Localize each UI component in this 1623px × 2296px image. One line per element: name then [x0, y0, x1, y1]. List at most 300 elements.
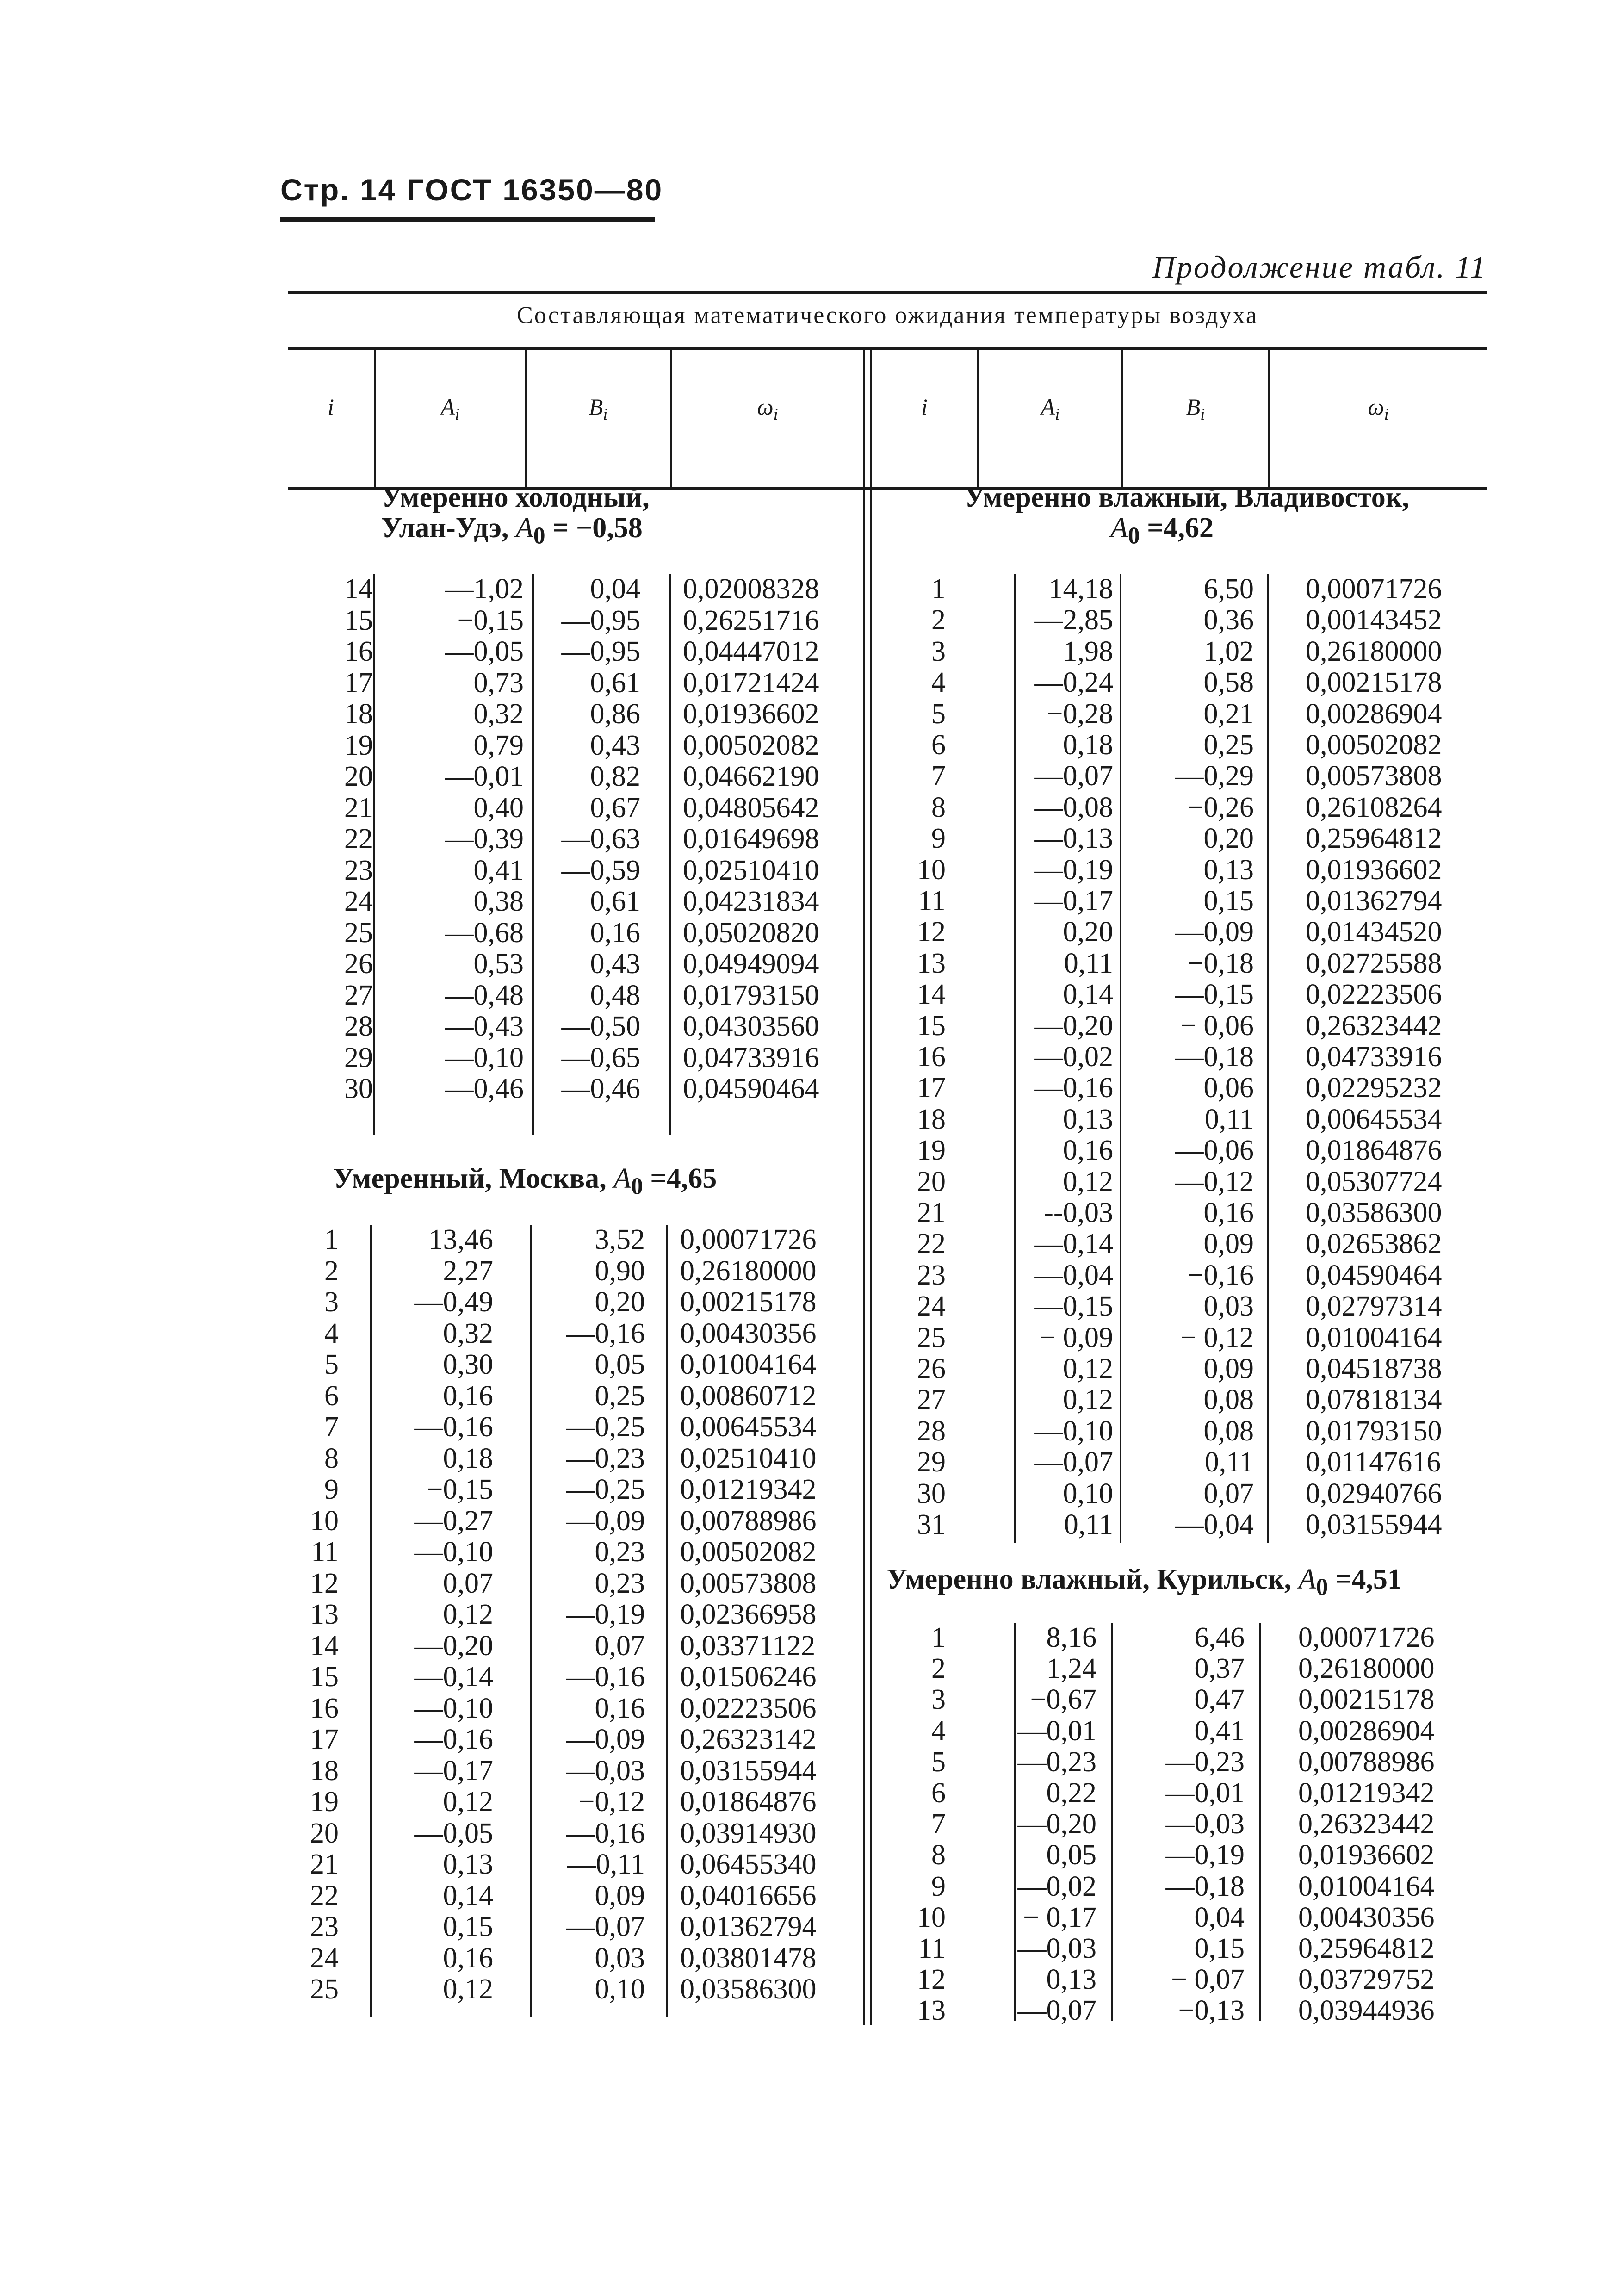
b-value-cell: −0,26 [1187, 792, 1254, 823]
omega-value-cell: 0,03371122 [680, 1630, 816, 1662]
b-value-cell: 0,20 [1203, 823, 1254, 854]
b-value-cell: 0,43 [590, 730, 640, 761]
b-value-cell: 0,11 [1204, 1446, 1254, 1478]
row-index-cell: 20 [917, 1166, 946, 1198]
a-value-cell: —0,10 [1034, 1415, 1113, 1447]
b-value-cell: —0,09 [566, 1724, 645, 1755]
b-value-cell: 0,82 [590, 761, 640, 792]
b-value-cell: 0,90 [595, 1255, 645, 1287]
omega-value-cell: 0,03155944 [1306, 1509, 1442, 1540]
omega-value-cell: 0,06455340 [680, 1849, 817, 1880]
omega-value-cell: 0,04016656 [680, 1880, 817, 1911]
row-index-cell: 3 [324, 1286, 339, 1318]
row-index-cell: 6 [931, 729, 946, 761]
a-value-cell: −0,67 [1030, 1684, 1096, 1715]
row-index-cell: 2 [324, 1255, 339, 1287]
omega-value-cell: 0,02510410 [680, 1443, 817, 1474]
data-column-separator [1267, 574, 1269, 1543]
a-value-cell: −0,15 [427, 1474, 493, 1505]
b-value-cell: —0,18 [1175, 1041, 1254, 1073]
b-value-cell: 6,50 [1203, 573, 1254, 605]
a-value-cell: 2,27 [443, 1255, 493, 1287]
row-index-cell: 13 [917, 948, 946, 979]
a-value-cell: 0,32 [443, 1318, 493, 1349]
b-value-cell: 0,25 [595, 1380, 645, 1412]
b-value-cell: 0,09 [595, 1880, 645, 1911]
omega-value-cell: 0,00286904 [1298, 1715, 1435, 1747]
omega-value-cell: 0,04590464 [1306, 1260, 1442, 1291]
a-value-cell: —0,07 [1034, 1446, 1113, 1478]
omega-value-cell: 0,03586300 [1306, 1197, 1442, 1229]
omega-value-cell: 0,04662190 [683, 761, 819, 792]
row-index-cell: 17 [310, 1724, 339, 1755]
a-value-cell: −0,15 [457, 605, 524, 636]
omega-value-cell: 0,04590464 [683, 1073, 819, 1105]
omega-value-cell: 0,04949094 [683, 948, 819, 980]
omega-value-cell: 0,00071726 [680, 1224, 817, 1255]
row-index-cell: 13 [310, 1599, 339, 1630]
b-value-cell: 0,15 [1203, 885, 1254, 917]
center-double-rule [863, 350, 865, 2025]
b-value-cell: 0,15 [1194, 1933, 1245, 1964]
omega-value-cell: 0,02510410 [683, 855, 819, 886]
omega-value-cell: 0,25964812 [1306, 823, 1442, 854]
table-caption: Составляющая математического ожидания температуры воздуха [517, 302, 1258, 329]
row-index-cell: 8 [324, 1443, 339, 1474]
a-value-cell: 0,12 [443, 1973, 493, 2005]
b-value-cell: 0,04 [1194, 1902, 1245, 1933]
row-index-cell: 15 [310, 1661, 339, 1693]
row-index-cell: 5 [931, 1746, 946, 1778]
omega-value-cell: 0,03586300 [680, 1973, 817, 2005]
a-value-cell: 13,46 [428, 1224, 493, 1255]
b-value-cell: − 0,12 [1180, 1322, 1254, 1353]
omega-value-cell: 0,04733916 [1306, 1041, 1442, 1073]
b-value-cell: 0,16 [595, 1693, 645, 1724]
b-value-cell: 0,43 [590, 948, 640, 980]
row-index-cell: 1 [324, 1224, 339, 1255]
a-value-cell: 1,24 [1046, 1653, 1096, 1684]
omega-value-cell: 0,00788986 [680, 1505, 817, 1537]
omega-value-cell: 0,03801478 [680, 1942, 817, 1974]
col-header-b-left: $B_i$ [588, 394, 608, 423]
b-value-cell: − 0,06 [1180, 1010, 1254, 1042]
b-value-cell: 0,48 [590, 980, 640, 1011]
row-index-cell: 30 [917, 1478, 946, 1509]
omega-value-cell: 0,02223506 [680, 1693, 817, 1724]
b-value-cell: 0,41 [1194, 1715, 1245, 1747]
a-value-cell: 0,18 [1063, 729, 1113, 761]
omega-value-cell: 0,01936602 [683, 698, 819, 730]
a-value-cell: —0,20 [414, 1630, 493, 1662]
b-value-cell: —0,07 [566, 1911, 645, 1942]
a-value-cell: —0,02 [1017, 1871, 1096, 1902]
page-header [280, 172, 663, 207]
row-index-cell: 21 [917, 1197, 946, 1229]
row-index-cell: 6 [931, 1777, 946, 1809]
page-header-text: Стр. 14 ГОСТ 16350—80 [280, 173, 663, 207]
row-index-cell: 29 [344, 1042, 373, 1074]
omega-value-cell: 0,00286904 [1306, 698, 1442, 730]
row-index-cell: 14 [344, 573, 373, 605]
row-index-cell: 27 [344, 980, 373, 1011]
a-value-cell: —0,68 [445, 917, 524, 949]
a-value-cell: 0,11 [1064, 948, 1113, 979]
b-value-cell: —0,46 [561, 1073, 640, 1105]
a-value-cell: —0,46 [445, 1073, 524, 1105]
a-value-cell: —0,05 [414, 1818, 493, 1849]
row-index-cell: 12 [917, 1964, 946, 1995]
b-value-cell: 0,09 [1203, 1353, 1254, 1384]
omega-value-cell: 0,00860712 [680, 1380, 817, 1412]
a-value-cell: —0,49 [414, 1286, 493, 1318]
a-value-cell: —0,17 [1034, 885, 1113, 917]
row-index-cell: 5 [324, 1349, 339, 1380]
caption-rule [288, 347, 1487, 350]
b-value-cell: 0,16 [1203, 1197, 1254, 1229]
row-index-cell: 18 [344, 698, 373, 730]
b-value-cell: 0,67 [590, 792, 640, 824]
col-header-i-right: i [921, 394, 928, 420]
row-index-cell: 31 [917, 1509, 946, 1540]
omega-value-cell: 0,02653862 [1306, 1228, 1442, 1260]
a-value-cell: —0,17 [414, 1755, 493, 1787]
b-value-cell: −0,18 [1187, 948, 1254, 979]
row-index-cell: 2 [931, 604, 946, 636]
omega-value-cell: 0,01004164 [680, 1349, 817, 1380]
omega-value-cell: 0,02797314 [1306, 1291, 1442, 1322]
b-value-cell: —0,19 [1165, 1839, 1245, 1871]
row-index-cell: 12 [310, 1568, 339, 1599]
a-value-cell: —0,15 [1034, 1291, 1113, 1322]
omega-value-cell: 0,26323442 [1298, 1808, 1435, 1840]
b-value-cell: 6,46 [1194, 1622, 1245, 1653]
row-index-cell: 8 [931, 792, 946, 823]
row-index-cell: 4 [324, 1318, 339, 1349]
a-value-cell: 0,16 [443, 1380, 493, 1412]
omega-value-cell: 0,04447012 [683, 636, 819, 667]
b-value-cell: 0,05 [595, 1349, 645, 1380]
b-value-cell: 0,07 [1203, 1478, 1254, 1509]
a-value-cell: —0,01 [445, 761, 524, 792]
b-value-cell: 0,03 [595, 1942, 645, 1974]
row-index-cell: 14 [310, 1630, 339, 1662]
b-value-cell: 0,06 [1203, 1072, 1254, 1104]
section-title-kurilsk: Умеренно влажный, Курильск, $A_0 =4,51$ [886, 1564, 1402, 1601]
section-title-ulan-ude: Умеренно холодный, Улан-Удэ, $A_0 = -0,58$ [381, 482, 650, 549]
omega-value-cell: 0,04518738 [1306, 1353, 1442, 1384]
b-value-cell: −0,12 [578, 1786, 645, 1818]
b-value-cell: —0,59 [561, 855, 640, 886]
a-value-cell: 0,12 [1063, 1353, 1113, 1384]
row-index-cell: 8 [931, 1839, 946, 1871]
a-value-cell: 0,79 [473, 730, 524, 761]
b-value-cell: 0,58 [1203, 667, 1254, 698]
omega-value-cell: 0,02223506 [1306, 979, 1442, 1010]
a-value-cell: —0,13 [1034, 823, 1113, 854]
b-value-cell: 0,61 [590, 667, 640, 699]
row-index-cell: 9 [324, 1474, 339, 1505]
b-value-cell: 0,37 [1194, 1653, 1245, 1684]
omega-value-cell: 0,01506246 [680, 1661, 817, 1693]
omega-value-cell: 0,05020820 [683, 917, 819, 949]
a-value-cell: —0,01 [1017, 1715, 1096, 1747]
omega-value-cell: 0,00215178 [1298, 1684, 1435, 1715]
omega-value-cell: 0,00573808 [1306, 760, 1442, 792]
omega-value-cell: 0,05307724 [1306, 1166, 1442, 1198]
b-value-cell: —0,95 [561, 605, 640, 636]
b-value-cell: 0,16 [590, 917, 640, 949]
omega-value-cell: 0,00430356 [680, 1318, 817, 1349]
a-value-cell: 1,98 [1063, 636, 1113, 667]
a-value-cell: 0,12 [443, 1786, 493, 1818]
table-top-rule [288, 291, 1487, 294]
row-index-cell: 11 [311, 1536, 339, 1568]
a-value-cell: —0,24 [1034, 667, 1113, 698]
row-index-cell: 24 [344, 886, 373, 917]
row-index-cell: 19 [917, 1135, 946, 1166]
row-index-cell: 28 [344, 1011, 373, 1042]
b-value-cell: 0,09 [1203, 1228, 1254, 1260]
b-value-cell: 3,52 [595, 1224, 645, 1255]
omega-value-cell: 0,01936602 [1306, 854, 1442, 886]
b-value-cell: 0,25 [1203, 729, 1254, 761]
b-value-cell: 0,61 [590, 886, 640, 917]
b-value-cell: 0,08 [1203, 1415, 1254, 1447]
a-value-cell: --0,03 [1044, 1197, 1113, 1229]
b-value-cell: −0,13 [1178, 1995, 1245, 2026]
b-value-cell: —0,16 [566, 1818, 645, 1849]
row-index-cell: 20 [310, 1818, 339, 1849]
row-index-cell: 21 [344, 792, 373, 824]
row-index-cell: 11 [918, 1933, 946, 1964]
omega-value-cell: 0,01936602 [1298, 1839, 1435, 1871]
b-value-cell: −0,16 [1187, 1260, 1254, 1291]
b-value-cell: —0,12 [1175, 1166, 1254, 1198]
a-value-cell: − 0,17 [1023, 1902, 1096, 1933]
b-value-cell: —0,03 [566, 1755, 645, 1787]
omega-value-cell: 0,02725588 [1306, 948, 1442, 979]
omega-value-cell: 0,26180000 [1306, 636, 1442, 667]
omega-value-cell: 0,25964812 [1298, 1933, 1435, 1964]
omega-value-cell: 0,01793150 [683, 980, 819, 1011]
omega-value-cell: 0,01649698 [683, 823, 819, 855]
row-index-cell: 22 [310, 1880, 339, 1911]
b-value-cell: 0,13 [1203, 854, 1254, 886]
omega-value-cell: 0,00788986 [1298, 1746, 1435, 1778]
section-title-vladivostok: Умеренно влажный, Владивосток, $A_0 =4,62$ [964, 482, 1410, 549]
b-value-cell: —0,63 [561, 823, 640, 855]
data-column-separator [666, 1225, 668, 2017]
row-index-cell: 9 [931, 1871, 946, 1902]
a-value-cell: 0,14 [443, 1880, 493, 1911]
row-index-cell: 7 [931, 760, 946, 792]
omega-value-cell: 0,01434520 [1306, 916, 1442, 948]
a-value-cell: —0,19 [1034, 854, 1113, 886]
omega-value-cell: 0,02008328 [683, 573, 819, 605]
a-value-cell: —0,03 [1017, 1933, 1096, 1964]
omega-value-cell: 0,00071726 [1306, 573, 1442, 605]
omega-value-cell: 0,00215178 [680, 1286, 817, 1318]
omega-value-cell: 0,01004164 [1306, 1322, 1442, 1353]
b-value-cell: —0,18 [1165, 1871, 1245, 1902]
omega-value-cell: 0,01721424 [683, 667, 819, 699]
b-value-cell: —0,15 [1175, 979, 1254, 1010]
omega-value-cell: 0,01004164 [1298, 1871, 1435, 1902]
b-value-cell: 0,04 [590, 573, 640, 605]
row-index-cell: 1 [931, 1622, 946, 1653]
a-value-cell: —0,10 [414, 1693, 493, 1724]
b-value-cell: —0,95 [561, 636, 640, 667]
omega-value-cell: 0,02366958 [680, 1599, 817, 1630]
a-value-cell: —0,16 [414, 1724, 493, 1755]
row-index-cell: 15 [917, 1010, 946, 1042]
omega-value-cell: 0,00143452 [1306, 604, 1442, 636]
a-value-cell: 0,30 [443, 1349, 493, 1380]
a-value-cell: 0,10 [1063, 1478, 1113, 1509]
b-value-cell: —0,03 [1165, 1808, 1245, 1840]
col-header-a-left: $A_i$ [440, 394, 460, 423]
a-value-cell: —0,39 [445, 823, 524, 855]
b-value-cell: —0,29 [1175, 760, 1254, 792]
row-index-cell: 25 [917, 1322, 946, 1353]
b-value-cell: —0,04 [1175, 1509, 1254, 1540]
data-column-separator [669, 574, 671, 1135]
row-index-cell: 21 [310, 1849, 339, 1880]
omega-value-cell: 0,00430356 [1298, 1902, 1435, 1933]
a-value-cell: 0,05 [1046, 1839, 1096, 1871]
row-index-cell: 10 [917, 854, 946, 886]
b-value-cell: 0,47 [1194, 1684, 1245, 1715]
a-value-cell: —1,02 [445, 573, 524, 605]
row-index-cell: 18 [917, 1104, 946, 1135]
b-value-cell: —0,50 [561, 1011, 640, 1042]
omega-value-cell: 0,01793150 [1306, 1415, 1442, 1447]
b-value-cell: —0,06 [1175, 1135, 1254, 1166]
b-value-cell: 0,03 [1203, 1291, 1254, 1322]
b-value-cell: —0,11 [567, 1849, 645, 1880]
b-value-cell: 0,86 [590, 698, 640, 730]
b-value-cell: —0,25 [566, 1474, 645, 1505]
row-index-cell: 17 [917, 1072, 946, 1104]
row-index-cell: 27 [917, 1384, 946, 1415]
row-index-cell: 30 [344, 1073, 373, 1105]
b-value-cell: 0,10 [595, 1973, 645, 2005]
row-index-cell: 25 [310, 1973, 339, 2005]
b-value-cell: —0,16 [566, 1318, 645, 1349]
a-value-cell: 0,15 [443, 1911, 493, 1942]
a-value-cell: —0,16 [414, 1411, 493, 1443]
omega-value-cell: 0,01219342 [1298, 1777, 1435, 1809]
a-value-cell: 0,20 [1063, 916, 1113, 948]
omega-value-cell: 0,04805642 [683, 792, 819, 824]
row-index-cell: 23 [917, 1260, 946, 1291]
a-value-cell: 0,41 [473, 855, 524, 886]
row-index-cell: 28 [917, 1415, 946, 1447]
omega-value-cell: 0,00645534 [1306, 1104, 1442, 1135]
a-value-cell: —0,20 [1017, 1808, 1096, 1840]
omega-value-cell: 0,02295232 [1306, 1072, 1442, 1104]
a-value-cell: 0,22 [1046, 1777, 1096, 1809]
omega-value-cell: 0,04303560 [683, 1011, 819, 1042]
a-value-cell: 0,40 [473, 792, 524, 824]
omega-value-cell: 0,01864876 [680, 1786, 817, 1818]
omega-value-cell: 0,01362794 [680, 1911, 817, 1942]
a-value-cell: 0,38 [473, 886, 524, 917]
row-index-cell: 29 [917, 1446, 946, 1478]
b-value-cell: 1,02 [1203, 636, 1254, 667]
b-value-cell: —0,23 [566, 1443, 645, 1474]
row-index-cell: 20 [344, 761, 373, 792]
b-value-cell: 0,08 [1203, 1384, 1254, 1415]
omega-value-cell: 0,01864876 [1306, 1135, 1442, 1166]
b-value-cell: —0,19 [566, 1599, 645, 1630]
omega-value-cell: 0,04231834 [683, 886, 819, 917]
row-index-cell: 10 [310, 1505, 339, 1537]
omega-value-cell: 0,03944936 [1298, 1995, 1435, 2026]
omega-value-cell: 0,04733916 [683, 1042, 819, 1074]
omega-value-cell: 0,26251716 [683, 605, 819, 636]
table-continuation-label: Продолжение табл. 11 [1152, 249, 1487, 285]
col-header-b-right: $B_i$ [1186, 394, 1205, 423]
omega-value-cell: 0,00645534 [680, 1411, 817, 1443]
omega-value-cell: 0,03729752 [1298, 1964, 1435, 1995]
row-index-cell: 16 [310, 1693, 339, 1724]
row-index-cell: 9 [931, 823, 946, 854]
b-value-cell: 0,23 [595, 1536, 645, 1568]
a-value-cell: —0,20 [1034, 1010, 1113, 1042]
omega-value-cell: 0,26323142 [680, 1724, 817, 1755]
a-value-cell: 0,53 [473, 948, 524, 980]
row-index-cell: 19 [310, 1786, 339, 1818]
omega-value-cell: 0,00071726 [1298, 1622, 1435, 1653]
omega-value-cell: 0,26180000 [680, 1255, 817, 1287]
omega-value-cell: 0,02940766 [1306, 1478, 1442, 1509]
col-header-omega-right: $\omega_i$ [1368, 394, 1389, 423]
a-value-cell: 0,32 [473, 698, 524, 730]
b-value-cell: 0,21 [1203, 698, 1254, 730]
a-value-cell: —0,07 [1017, 1995, 1096, 2026]
a-value-cell: 0,13 [1046, 1964, 1096, 1995]
b-value-cell: —0,23 [1165, 1746, 1245, 1778]
a-value-cell: —0,23 [1017, 1746, 1096, 1778]
omega-value-cell: 0,01147616 [1306, 1446, 1441, 1478]
a-value-cell: —0,04 [1034, 1260, 1113, 1291]
row-index-cell: 10 [917, 1902, 946, 1933]
a-value-cell: 0,16 [1063, 1135, 1113, 1166]
a-value-cell: 0,16 [443, 1942, 493, 1974]
row-index-cell: 7 [324, 1411, 339, 1443]
section-title-moscow: Умеренный, Москва, $A_0 =4,65$ [333, 1163, 717, 1200]
a-value-cell: 0,12 [1063, 1166, 1113, 1198]
a-value-cell: 0,12 [1063, 1384, 1113, 1415]
row-index-cell: 17 [344, 667, 373, 699]
omega-value-cell: 0,00502082 [683, 730, 819, 761]
a-value-cell: —0,14 [1034, 1228, 1113, 1260]
a-value-cell: —0,14 [414, 1661, 493, 1693]
a-value-cell: —0,27 [414, 1505, 493, 1537]
a-value-cell: —0,05 [445, 636, 524, 667]
a-value-cell: 14,18 [1048, 573, 1113, 605]
row-index-cell: 14 [917, 979, 946, 1010]
col-header-i-left: i [328, 394, 334, 420]
a-value-cell: —0,10 [414, 1536, 493, 1568]
row-index-cell: 26 [344, 948, 373, 980]
header-underline [280, 217, 655, 222]
row-index-cell: 23 [310, 1911, 339, 1942]
a-value-cell: —0,16 [1034, 1072, 1113, 1104]
a-value-cell: − 0,09 [1040, 1322, 1113, 1353]
